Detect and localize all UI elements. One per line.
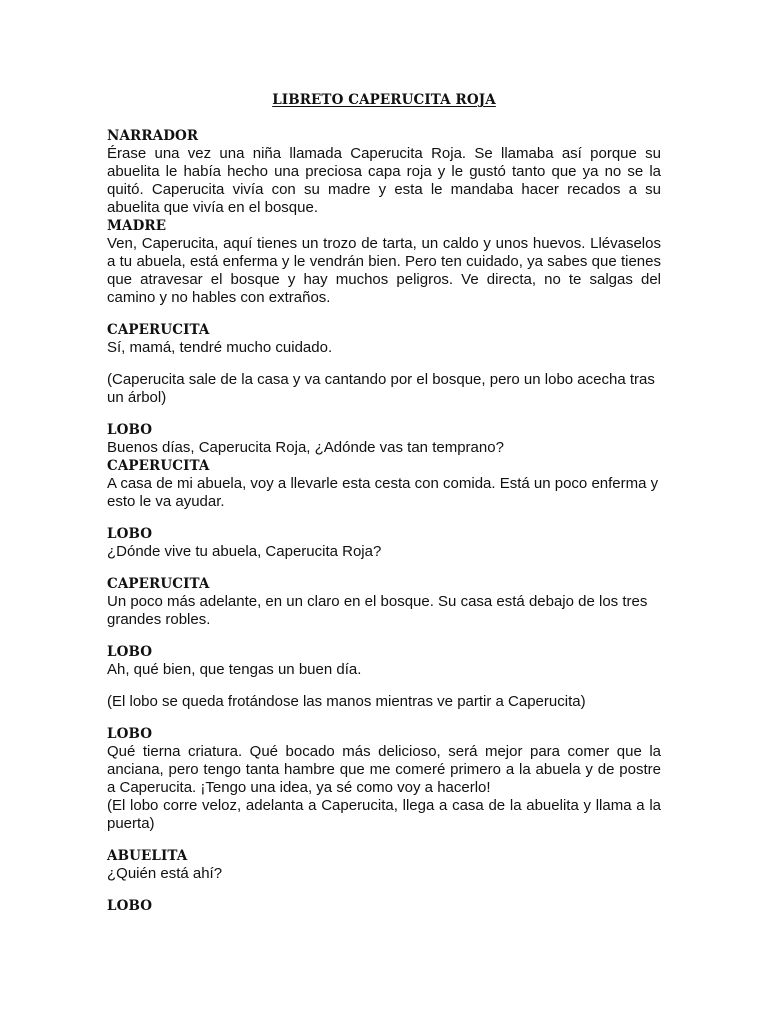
dialogue-line: ¿Dónde vive tu abuela, Caperucita Roja? <box>107 543 382 560</box>
script-body <box>107 127 661 915</box>
speaker-name: NARRADOR <box>107 128 199 144</box>
dialogue-line: Buenos días, Caperucita Roja, ¿Adónde vas tan temprano? <box>107 439 504 456</box>
stage-direction: (El lobo corre veloz, adelanta a Caperucita, llega a casa de la abuelita y llama a la puerta) <box>107 797 661 832</box>
speaker-name: LOBO <box>107 526 153 542</box>
stage-direction: (Caperucita sale de la casa y va cantando por el bosque, pero un lobo acecha tras un árbol) <box>107 371 655 406</box>
speaker-name: MADRE <box>107 218 167 234</box>
dialogue-line: Un poco más adelante, en un claro en el bosque. Su casa está debajo de los tres grandes robles. <box>107 593 648 628</box>
dialogue-line: Qué tierna criatura. Qué bocado más delicioso, será mejor para comer que la anciana, pero tengo tanta hambre que me comeré primero a la abuela y de postre a Caperucita. ¡Tengo una idea, ya sé como voy a hacerlo! <box>107 743 661 796</box>
speaker-name: LOBO <box>107 898 153 914</box>
dialogue-line: Érase una vez una niña llamada Caperucita Roja. Se llamaba así porque su abuelita le había hecho una preciosa capa roja y le gustó tanto que ya no se la quitó. Caperucita vivía con su madre y esta le mandaba hacer recados a su abuelita que vivía en el bosque. <box>107 145 661 216</box>
speaker-name: LOBO <box>107 644 153 660</box>
dialogue-line: Ah, qué bien, que tengas un buen día. <box>107 661 362 678</box>
dialogue-line: ¿Quién está ahí? <box>107 865 223 882</box>
speaker-name: CAPERUCITA <box>107 458 210 474</box>
dialogue-line: A casa de mi abuela, voy a llevarle esta cesta con comida. Está un poco enferma y esto le va ayudar. <box>107 475 659 510</box>
dialogue-line: Ven, Caperucita, aquí tienes un trozo de tarta, un caldo y unos huevos. Llévaselos a tu abuela, está enferma y le vendrán bien. Pero ten cuidado, ya sabes que tienes que atravesar el bosque y hay muchos peligros. Ve directa, no te salgas del camino y no hables con extraños. <box>107 235 661 306</box>
dialogue-line: Sí, mamá, tendré mucho cuidado. <box>107 339 333 356</box>
speaker-name: LOBO <box>107 422 153 438</box>
document-title: LIBRETO CAPERUCITA ROJA <box>272 92 496 108</box>
speaker-name: CAPERUCITA <box>107 576 210 592</box>
speaker-name: LOBO <box>107 726 153 742</box>
speaker-name: ABUELITA <box>107 848 188 864</box>
speaker-name: CAPERUCITA <box>107 322 210 338</box>
stage-direction: (El lobo se queda frotándose las manos mientras ve partir a Caperucita) <box>107 693 586 710</box>
